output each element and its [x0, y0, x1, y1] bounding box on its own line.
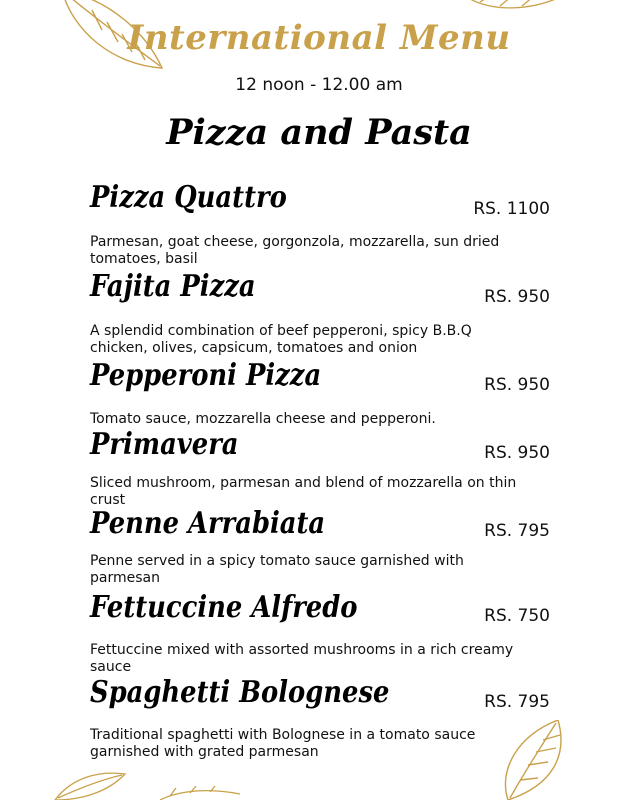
menu-item-name: Spaghetti Bolognese — [90, 675, 390, 710]
menu-item-name: Penne Arrabiata — [90, 506, 326, 541]
menu-item-name: Fettuccine Alfredo — [90, 590, 358, 625]
menu-item-price: RS. 950 — [484, 287, 550, 307]
menu-item-price: RS. 1100 — [473, 199, 550, 219]
menu-item-description: A splendid combination of beef pepperoni, spicy B.B.Q chicken, olives, capsicum, tomatoes and onion — [90, 323, 472, 356]
menu-item-description: Parmesan, goat cheese, gorgonzola, mozzarella, sun dried tomatoes, basil — [90, 234, 500, 267]
leaf-decoration-bottom-left-icon — [50, 760, 240, 800]
menu-item-name: Fajita Pizza — [90, 269, 256, 304]
menu-item-description: Tomato sauce, mozzarella cheese and pepperoni. — [90, 411, 436, 427]
menu-item-price: RS. 950 — [484, 443, 550, 463]
menu-item-price: RS. 950 — [484, 375, 550, 395]
menu-item-description: Fettuccine mixed with assorted mushrooms in a rich creamy sauce — [90, 642, 514, 675]
menu-item-price: RS. 795 — [484, 521, 550, 541]
leaf-decoration-top-right-icon — [470, 0, 560, 14]
section-title: Pizza and Pasta — [166, 112, 472, 153]
menu-item-description: Penne served in a spicy tomato sauce garnished with parmesan — [90, 553, 464, 586]
menu-item-price: RS. 795 — [484, 692, 550, 712]
opening-hours: 12 noon - 12.00 am — [235, 75, 403, 95]
menu-item-name: Pizza Quattro — [90, 180, 287, 215]
menu-item-description: Traditional spaghetti with Bolognese in a tomato sauce garnished with grated parmesan — [90, 727, 476, 760]
menu-title: International Menu — [127, 18, 511, 58]
menu-item-price: RS. 750 — [484, 606, 550, 626]
menu-item-name: Pepperoni Pizza — [90, 358, 322, 393]
menu-item-name: Primavera — [90, 427, 239, 462]
menu-item-description: Sliced mushroom, parmesan and blend of mozzarella on thin crust — [90, 475, 517, 508]
